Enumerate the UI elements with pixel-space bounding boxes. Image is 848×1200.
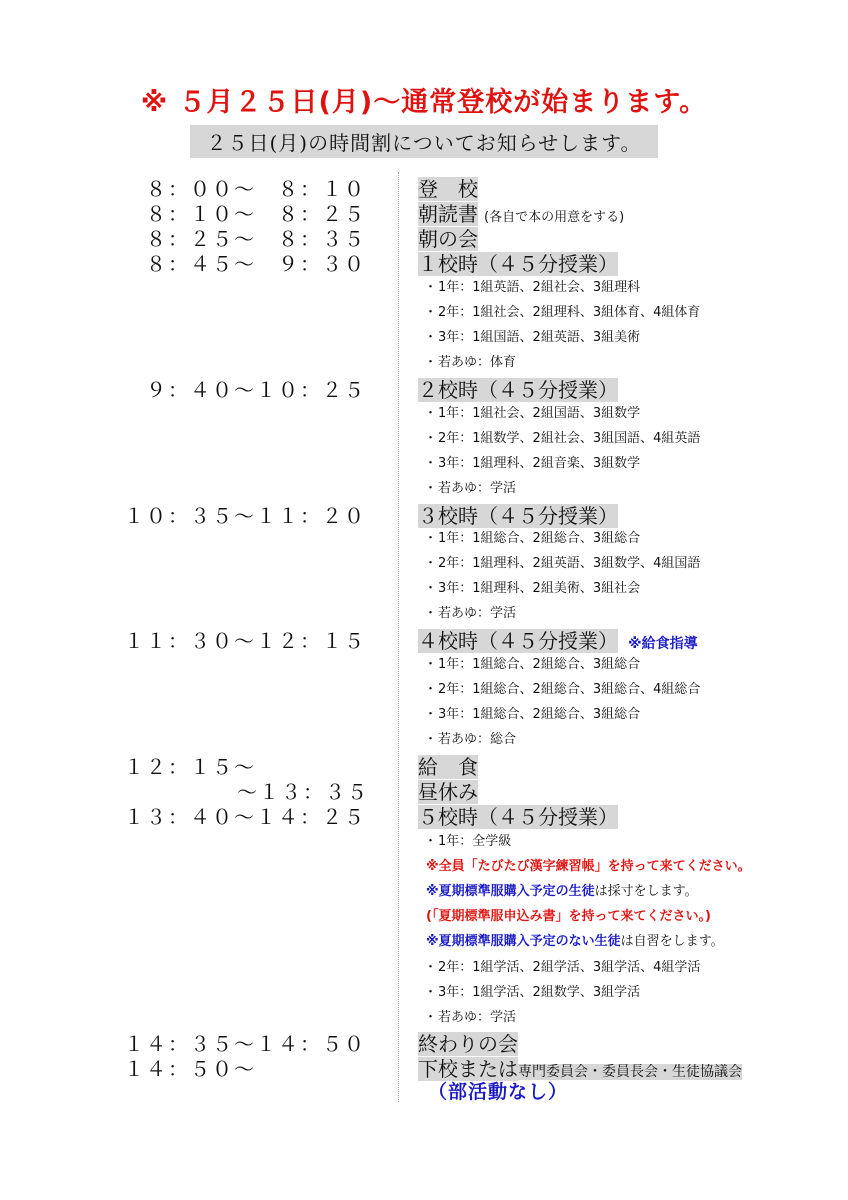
notice-kanji-book: ※全員「たびたび漢字練習帳」を持って来てください。 <box>426 859 751 874</box>
event-lunch: 給 食 <box>418 755 478 779</box>
time-slot: １４：３５～１４：５０ <box>124 1032 366 1056</box>
list-item: ・3年：1組学活、2組数学、3組学活 <box>424 985 641 1000</box>
list-item: ・1年：1組英語、2組社会、3組理科 <box>424 280 641 295</box>
list-item: ・2年：1組数学、2組社会、3組国語、4組英語 <box>424 431 701 446</box>
notice-uniform-form: (「夏期標準服申込み書」を持って来てください。) <box>426 909 711 924</box>
event-morning-reading: 朝読書 (各自で本の用意をする) <box>418 202 625 226</box>
event-dismissal: 下校または専門委員会・委員長会・生徒協議会 <box>418 1057 742 1081</box>
notice-self-study: ※夏期標準服購入予定のない生徒は自習をします。 <box>426 934 724 949</box>
event-period-3: ３校時（４５分授業） <box>418 504 618 528</box>
list-item: ・2年：1組社会、2組理科、3組体育、4組体育 <box>424 305 701 320</box>
list-item: ・若あゆ：総合 <box>424 732 517 747</box>
notice-uniform-measure: ※夏期標準服購入予定の生徒は採寸をします。 <box>426 884 698 899</box>
page-subtitle: ２５日(月)の時間割についてお知らせします。 <box>190 125 657 158</box>
time-slot: １０：３５～１１：２０ <box>124 504 366 528</box>
list-item: ・3年：1組総合、2組総合、3組総合 <box>424 707 641 722</box>
event-period-2: ２校時（４５分授業） <box>418 378 618 402</box>
time-slot: ８：１０～ ８：２５ <box>146 202 366 226</box>
time-slot: ～１３：３５ <box>237 780 369 804</box>
event-period-4: ４校時（４５分授業） ※給食指導 <box>418 629 698 653</box>
list-item: ・1年：1組総合、2組総合、3組総合 <box>424 657 641 672</box>
event-period-5: ５校時（４５分授業） <box>418 805 618 829</box>
list-item: ・1年：1組総合、2組総合、3組総合 <box>424 531 641 546</box>
event-closing-meeting: 終わりの会 <box>418 1032 518 1056</box>
event-morning-meeting: 朝の会 <box>418 227 478 251</box>
event-arrival: 登 校 <box>418 177 478 201</box>
time-slot: ８：００～ ８：１０ <box>146 177 366 201</box>
list-item: ・2年：1組理科、2組英語、3組数学、4組国語 <box>424 556 701 571</box>
event-lunch-break: 昼休み <box>418 780 478 804</box>
time-slot: １４：５０～ <box>124 1057 256 1081</box>
reading-note: (各自で本の用意をする) <box>484 210 625 225</box>
time-slot: １２：１５～ <box>124 755 256 779</box>
list-item: ・若あゆ：学活 <box>424 606 517 621</box>
event-period-1: １校時（４５分授業） <box>418 252 618 276</box>
time-slot: ９：４０～１０：２５ <box>146 378 366 402</box>
time-slot: ８：４５～ ９：３０ <box>146 252 366 276</box>
list-item: ・若あゆ：学活 <box>424 481 517 496</box>
list-item: ・2年：1組総合、2組総合、3組総合、4組総合 <box>424 682 701 697</box>
list-item: ・2年：1組学活、2組学活、3組学活、4組学活 <box>424 960 701 975</box>
time-slot: １３：４０～１４：２５ <box>124 805 366 829</box>
time-slot: １１：３０～１２：１５ <box>124 629 366 653</box>
list-item: ・3年：1組国語、2組英語、3組美術 <box>424 330 641 345</box>
lunch-guidance-note: ※給食指導 <box>628 636 698 652</box>
committee-note: 専門委員会・委員長会・生徒協議会 <box>518 1064 742 1080</box>
list-item: ・若あゆ：学活 <box>424 1010 517 1025</box>
list-item: ・1年：1組社会、2組国語、3組数学 <box>424 406 641 421</box>
no-club-notice: （部活動なし） <box>428 1081 569 1103</box>
list-item: ・1年：全学級 <box>424 834 512 849</box>
list-item: ・3年：1組理科、2組音楽、3組数学 <box>424 456 641 471</box>
time-slot: ８：２５～ ８：３５ <box>146 227 366 251</box>
list-item: ・3年：1組理科、2組美術、3組社会 <box>424 581 641 596</box>
column-divider <box>398 172 399 1102</box>
list-item: ・若あゆ：体育 <box>424 355 517 370</box>
page-title: ※ ５月２５日(月)～通常登校が始まります。 <box>140 87 708 118</box>
